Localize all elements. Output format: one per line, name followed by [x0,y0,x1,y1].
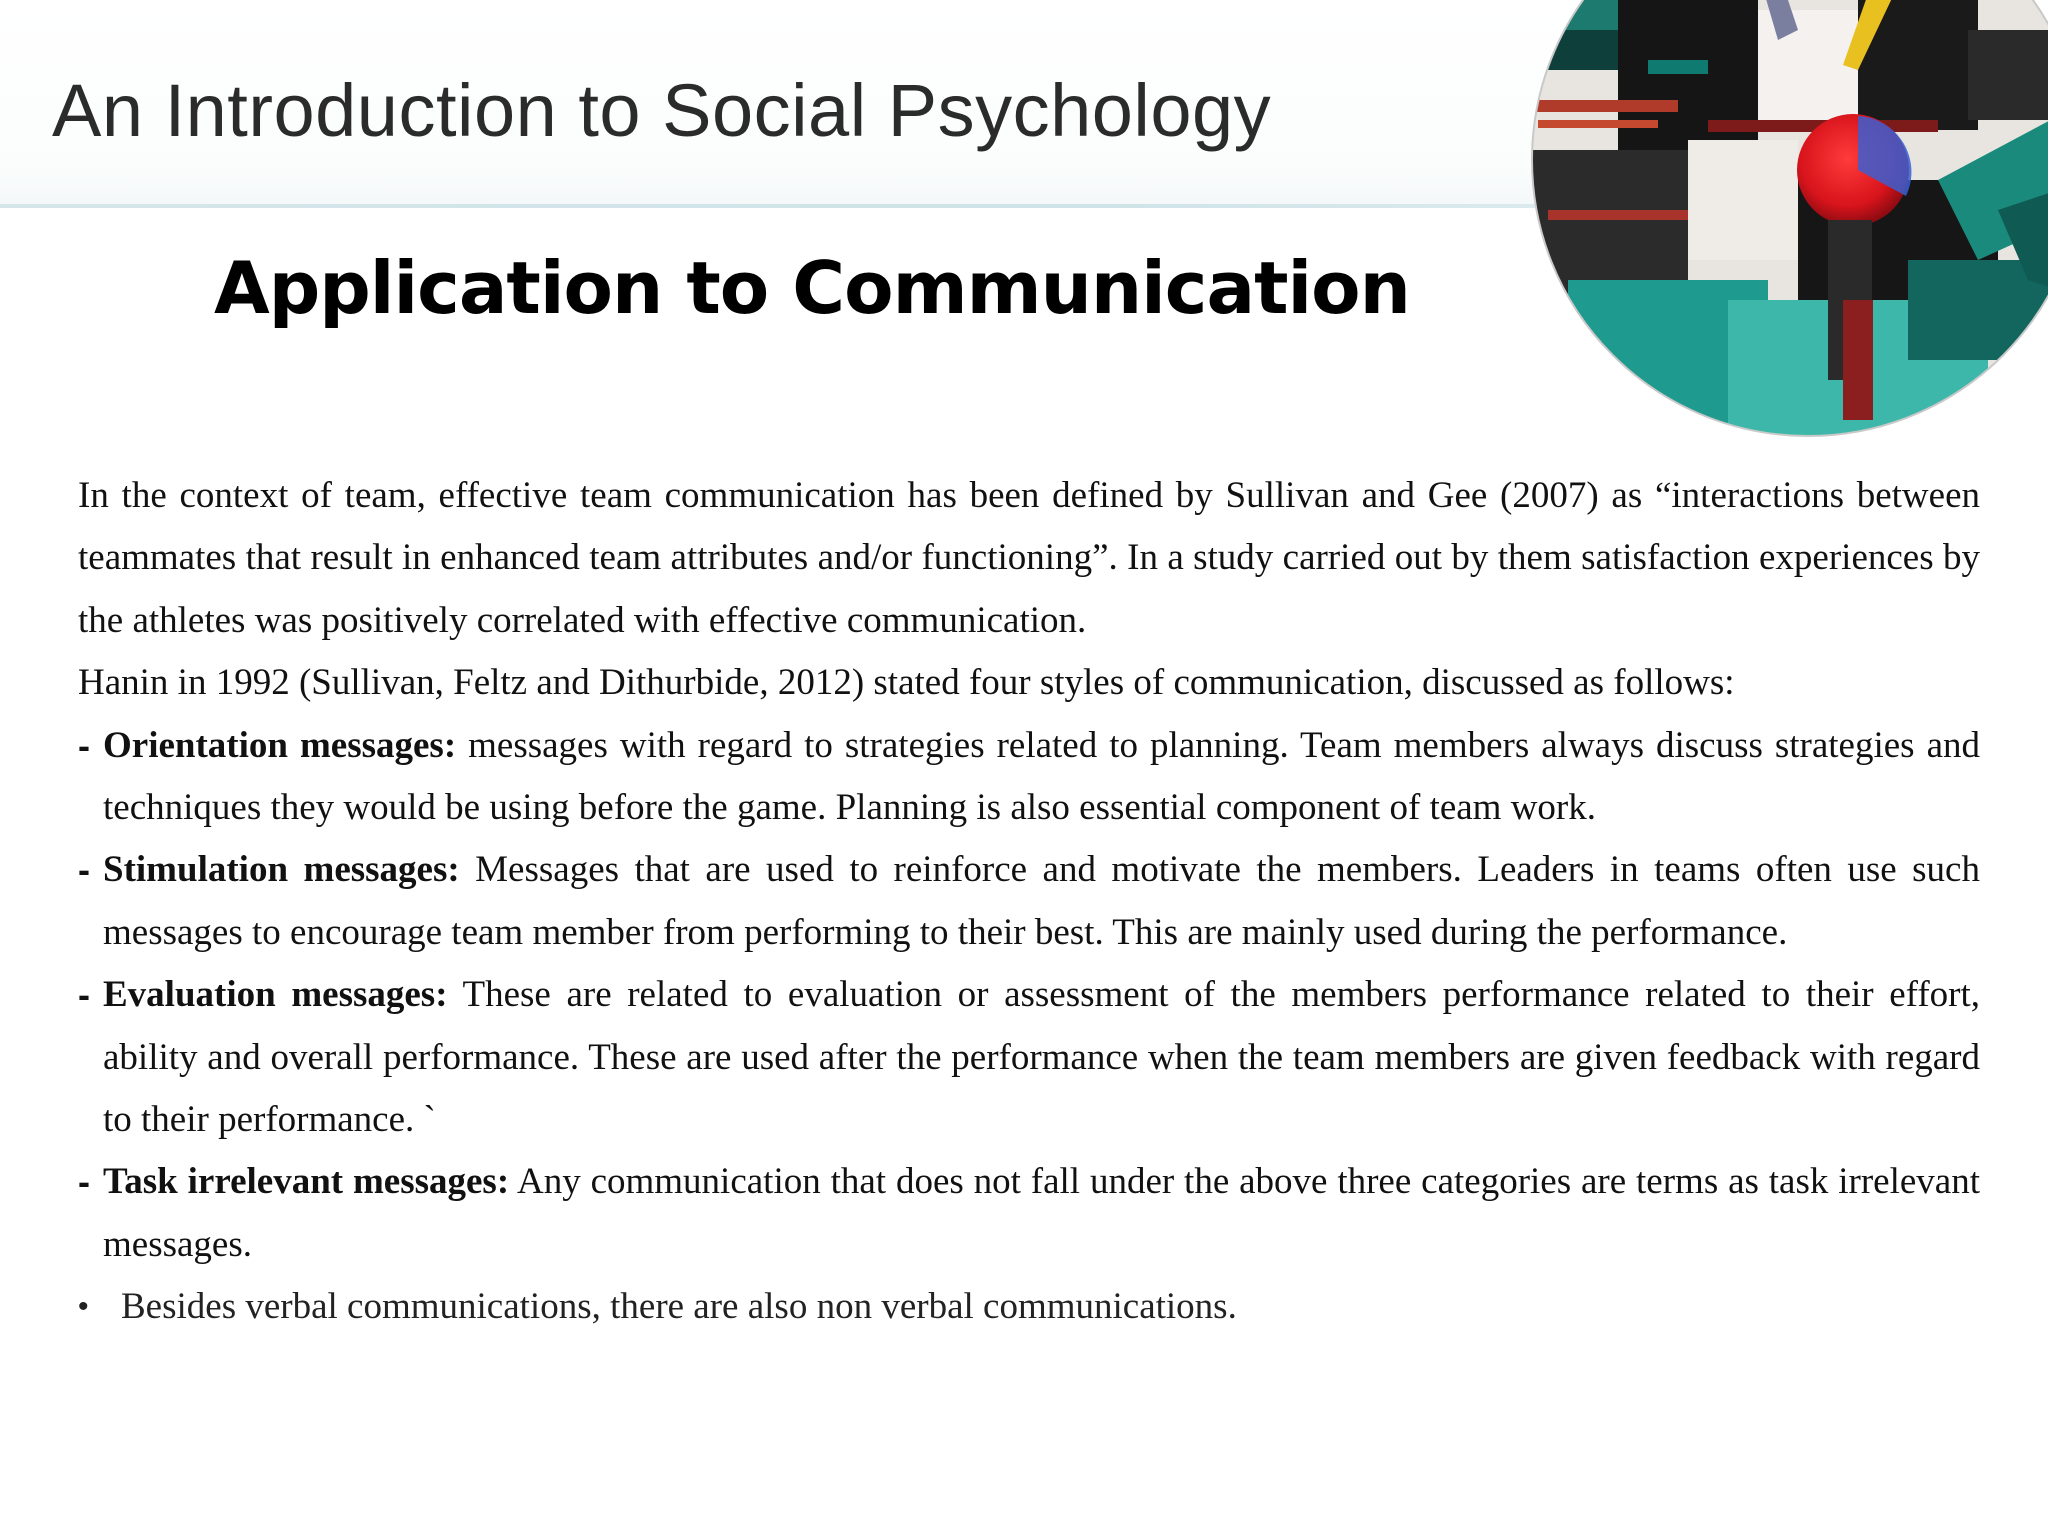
style-item-orientation [78,715,1980,840]
style-item-task-irrelevant [78,1151,1980,1276]
styles-intro: Hanin in 1992 (Sullivan, Feltz and Dithurbide, 2012) stated four styles of communication, discussed as follows: [78,662,1735,704]
dash-marker: - [78,849,90,891]
style-term: Stimulation messages: [103,849,460,891]
dash-marker: - [78,724,90,766]
intro-paragraph: In the context of team, effective team communication has been defined by Sullivan and Gee (2007) as “interactions between teammates that result in enhanced team attributes and/or functioning”. In a study carried out by them satisfaction experiences by the athletes was positively correlated with effective communication. [78,475,1980,641]
style-description: Messages that are used to reinforce and motivate the members. Leaders in teams often use such messages to encourage team member from performing to their best. This are mainly used during the performance. [103,849,1980,953]
closing-bullet-text: Besides verbal communications, there are also non verbal communications. [121,1286,1237,1328]
bullet-dot: • [78,1290,89,1324]
closing-bullet [78,1276,1980,1338]
style-term: Evaluation messages: [103,974,448,1016]
course-title: An Introduction to Social Psychology [52,69,1272,152]
cover-artwork-image [1528,0,2048,440]
dash-marker: - [78,1161,90,1203]
slide-body [78,465,1980,1339]
style-description: These are related to evaluation or assessment of the members performance related to their effort, ability and overall performance. These are used after the performance when the team members are given feedback with regard to their performance. ` [103,974,1980,1141]
style-description: messages with regard to strategies related to planning. Team members always discuss strategies and techniques they would be using before the game. Planning is also essential component of team work. [103,724,1980,829]
style-term: Task irrelevant messages: [103,1161,510,1203]
style-item-evaluation [78,964,1980,1151]
style-item-stimulation [78,839,1980,964]
style-description: Any communication that does not fall under the above three categories are terms as task irrelevant messages. [103,1161,1980,1265]
dash-marker: - [78,974,90,1016]
slide-title: Application to Communication [214,246,1410,330]
header-divider [0,204,1560,208]
style-term: Orientation messages: [103,724,457,766]
